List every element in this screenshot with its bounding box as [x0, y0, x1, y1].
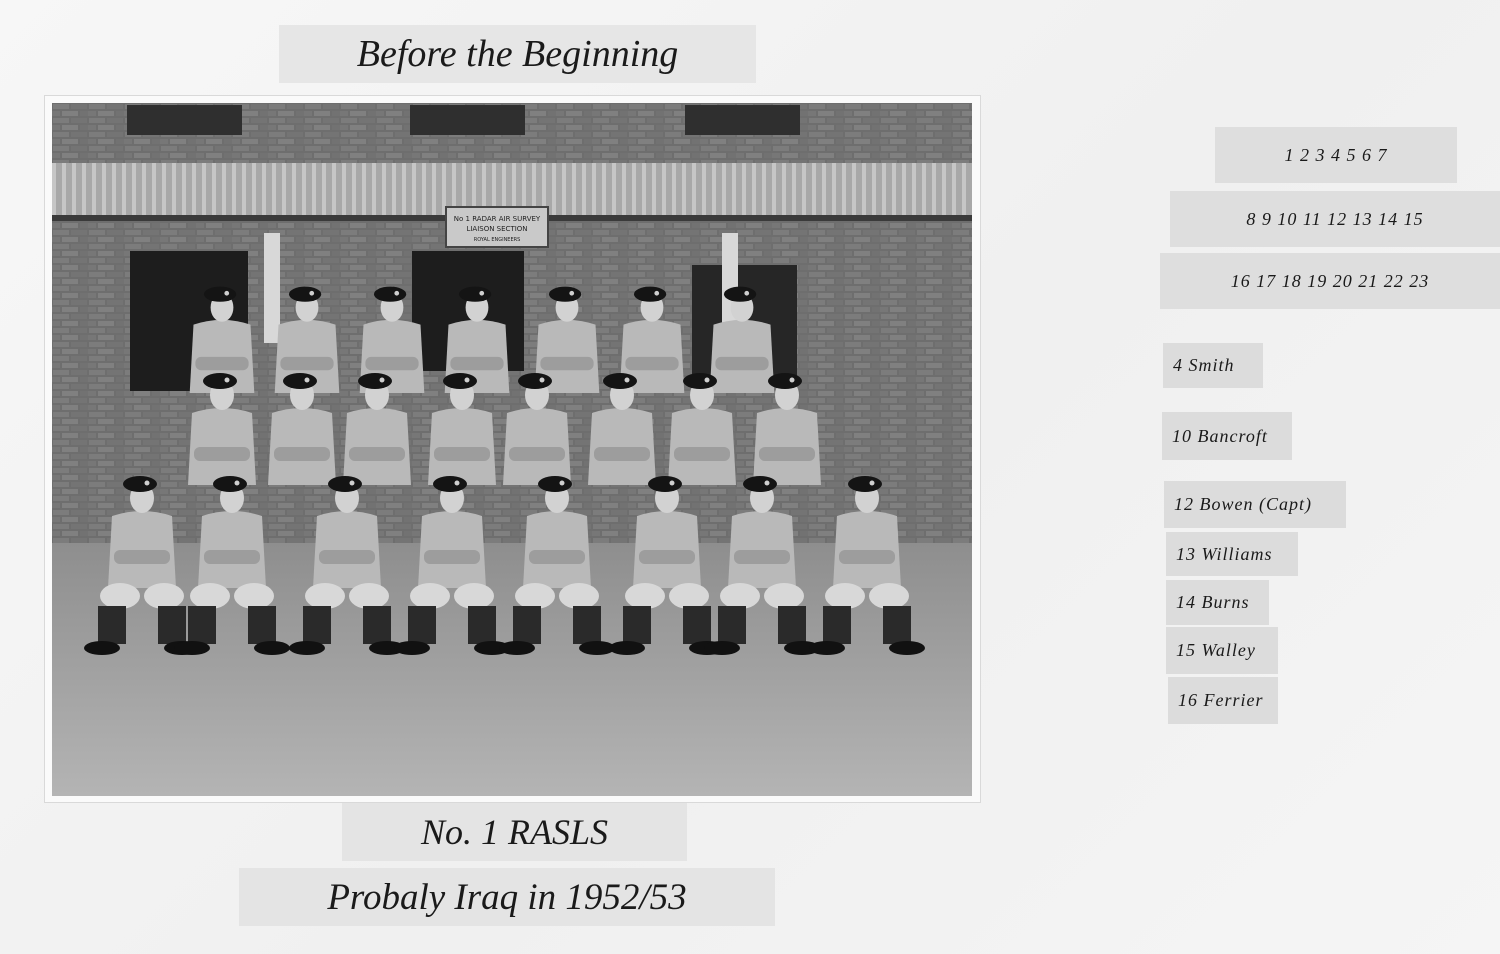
group-photograph	[52, 103, 972, 796]
number-key-row-1: 1 2 3 4 5 6 7	[1215, 127, 1457, 183]
name-label-bowen: 12 Bowen (Capt)	[1164, 481, 1346, 528]
name-label-walley: 15 Walley	[1166, 627, 1278, 674]
sign-line-2: LIAISON SECTION	[466, 225, 528, 233]
name-label-burns: 14 Burns	[1166, 580, 1269, 625]
name-label-smith: 4 Smith	[1163, 343, 1263, 388]
number-key-row-3: 16 17 18 19 20 21 22 23	[1160, 253, 1500, 309]
name-label-bancroft: 10 Bancroft	[1162, 412, 1292, 460]
name-label-ferrier: 16 Ferrier	[1168, 677, 1278, 724]
place-date-caption: Probaly Iraq in 1952/53	[239, 868, 775, 926]
sign-line-1: No 1 RADAR AIR SURVEY	[453, 215, 541, 223]
name-label-williams: 13 Williams	[1166, 532, 1298, 576]
sign-line-3: ROYAL ENGINEERS	[473, 237, 521, 243]
photo-drawing	[52, 103, 972, 796]
page-title: Before the Beginning	[279, 25, 756, 83]
unit-caption: No. 1 RASLS	[342, 803, 687, 861]
number-key-row-2: 8 9 10 11 12 13 14 15	[1170, 191, 1500, 247]
